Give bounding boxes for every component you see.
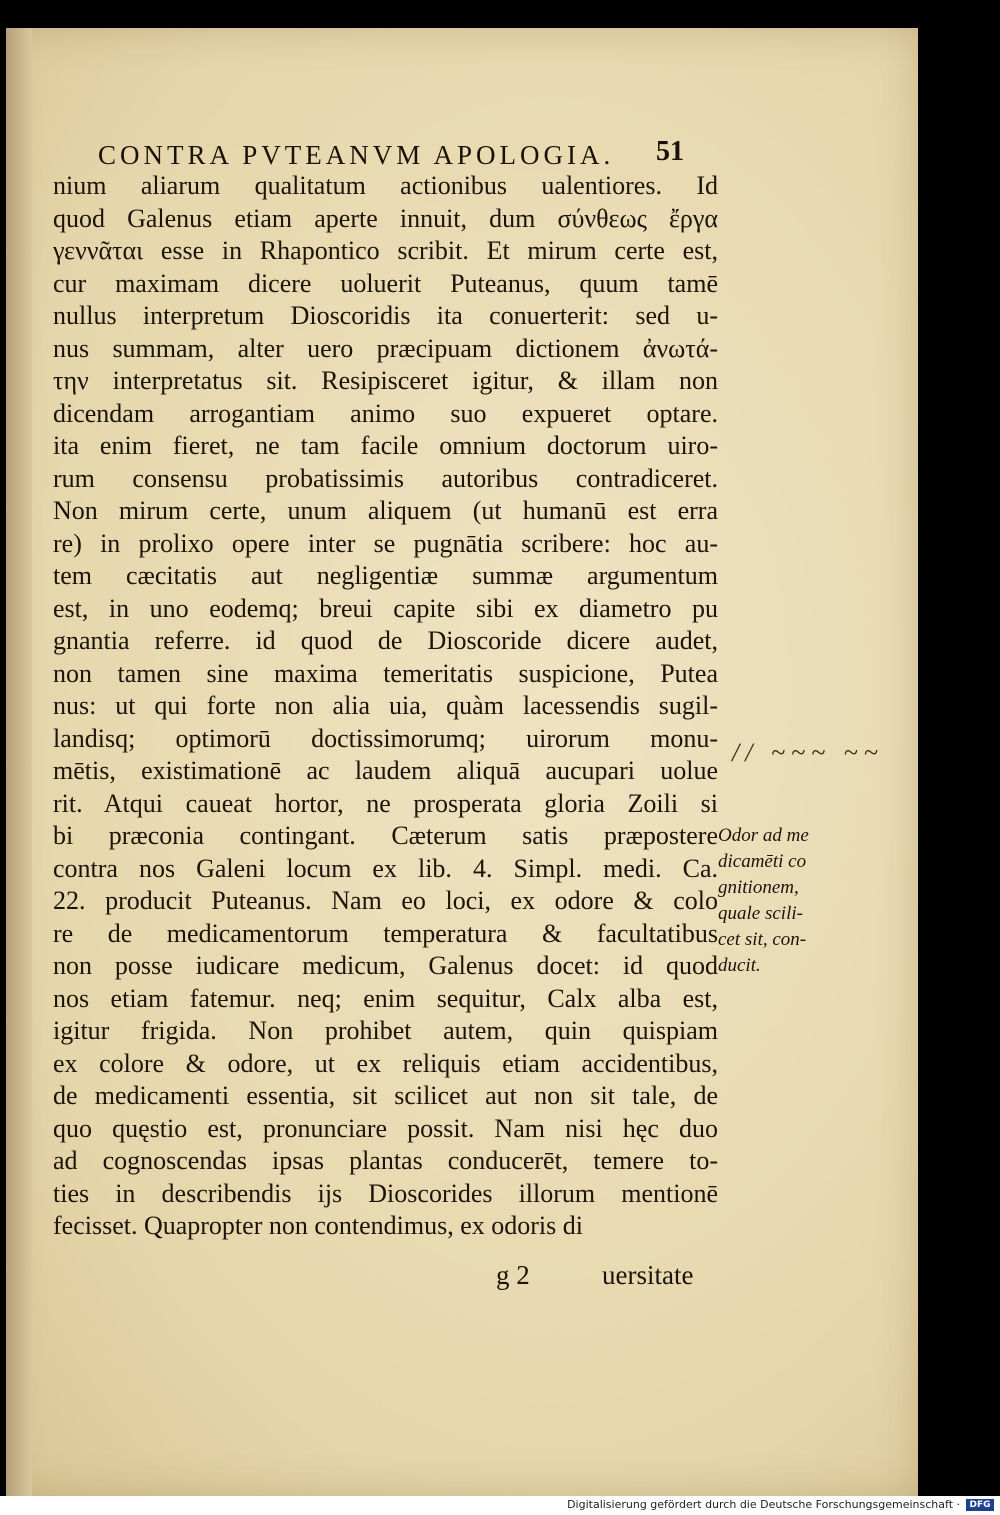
margin-note-line: dicamēti co <box>718 851 807 872</box>
text-line: ties in describendis ijs Dioscorides illorum mentionē <box>53 1178 718 1208</box>
book-page <box>6 28 918 1496</box>
page-number: 51 <box>656 136 684 167</box>
text-line: bi præconia contingant. Cæterum satis præpostere <box>53 821 718 850</box>
text-line: Non mirum certe, unum aliquem (ut humanū est erra <box>53 496 718 525</box>
text-line: dicendam arrogantiam animo suo expueret optare. <box>53 398 718 428</box>
margin-note-line: cet sit, con- <box>718 929 807 950</box>
running-head: CONTRA PVTEANVM APOLOGIA. <box>98 140 615 170</box>
text-line: est, in uno eodemq; breui capite sibi ex diametro pu <box>53 593 718 623</box>
main-text-block <box>53 170 718 1243</box>
text-line: igitur frigida. Non prohibet autem, quin quispiam <box>53 1016 718 1045</box>
catchword: uersitate <box>602 1260 694 1290</box>
text-line: re) in prolixo opere inter se pugnātia scribere: hoc au- <box>53 528 718 558</box>
text-line: fecisset. Quapropter non contendimus, ex odoris di <box>53 1211 583 1240</box>
text-line: de medicamenti essentia, sit scilicet aut non sit tale, de <box>53 1081 718 1110</box>
text-line: rit. Atqui caueat hortor, ne prosperata gloria Zoili si <box>53 788 718 818</box>
text-line: nullus interpretum Dioscoridis ita conuerterit: sed u- <box>53 301 718 330</box>
text-line: non posse iudicare medicum, Galenus docet: id quod <box>53 951 718 980</box>
text-line: την interpretatus sit. Resipisceret igitur, & illam non <box>53 366 718 395</box>
text-line: ex colore & odore, ut ex reliquis etiam accidentibus, <box>53 1048 718 1078</box>
text-line: gnantia referre. id quod de Dioscoride dicere audet, <box>53 626 718 655</box>
text-line: 22. producit Puteanus. Nam eo loci, ex odore & colo <box>53 886 718 915</box>
text-line: quod Galenus etiam aperte innuit, dum σύνθεως ἔργα <box>53 203 718 233</box>
text-line: nos etiam fatemur. neq; enim sequitur, Calx alba est, <box>53 983 718 1013</box>
text-line: γεννᾶται esse in Rhapontico scribit. Et mirum certe est, <box>53 236 718 265</box>
text-line: contra nos Galeni locum ex lib. 4. Simpl. medi. Ca. <box>53 853 718 883</box>
text-line: tem cæcitatis aut negligentiæ summæ argumentum <box>53 561 718 590</box>
text-line: rum consensu probatissimis autoribus contradiceret. <box>53 463 718 493</box>
page-gutter <box>6 28 32 1496</box>
text-line: landisq; optimorū doctissimorumq; uirorum monu- <box>53 723 718 753</box>
margin-note-line: Odor ad me <box>718 825 809 846</box>
text-line: ad cognoscendas ipsas plantas conducerēt, temere to- <box>53 1146 718 1175</box>
handwritten-annotation: // ~~~ ~~ <box>732 738 884 767</box>
margin-note-line: gnitionem, <box>718 877 799 898</box>
text-line: nium aliarum qualitatum actionibus ualentiores. Id <box>53 171 718 200</box>
text-line: ita enim fieret, ne tam facile omnium doctorum uiro- <box>53 431 718 460</box>
funding-credit: Digitalisierung gefördert durch die Deutsche Forschungsgemeinschaft · <box>567 1498 960 1511</box>
footer-bar <box>0 1496 1000 1515</box>
signature-mark: g 2 <box>496 1260 530 1290</box>
margin-note <box>718 823 828 979</box>
text-line: quo quęstio est, pronunciare possit. Nam nisi hęc duo <box>53 1113 718 1143</box>
margin-note-line: ducit. <box>718 955 761 976</box>
text-line: nus summam, alter uero præcipuam dictionem ἀνωτά- <box>53 333 718 363</box>
margin-note-line: quale scili- <box>718 903 803 924</box>
dfg-logo: DFG <box>966 1499 994 1511</box>
text-line: non tamen sine maxima temeritatis suspicione, Putea <box>53 658 718 688</box>
text-line: nus: ut qui forte non alia uia, quàm lacessendis sugil- <box>53 691 718 720</box>
text-line: cur maximam dicere uoluerit Puteanus, quum tamē <box>53 268 718 298</box>
text-line: re de medicamentorum temperatura & facultatibus <box>53 918 718 948</box>
text-line: mētis, existimationē ac laudem aliquā aucupari uolue <box>53 756 718 785</box>
